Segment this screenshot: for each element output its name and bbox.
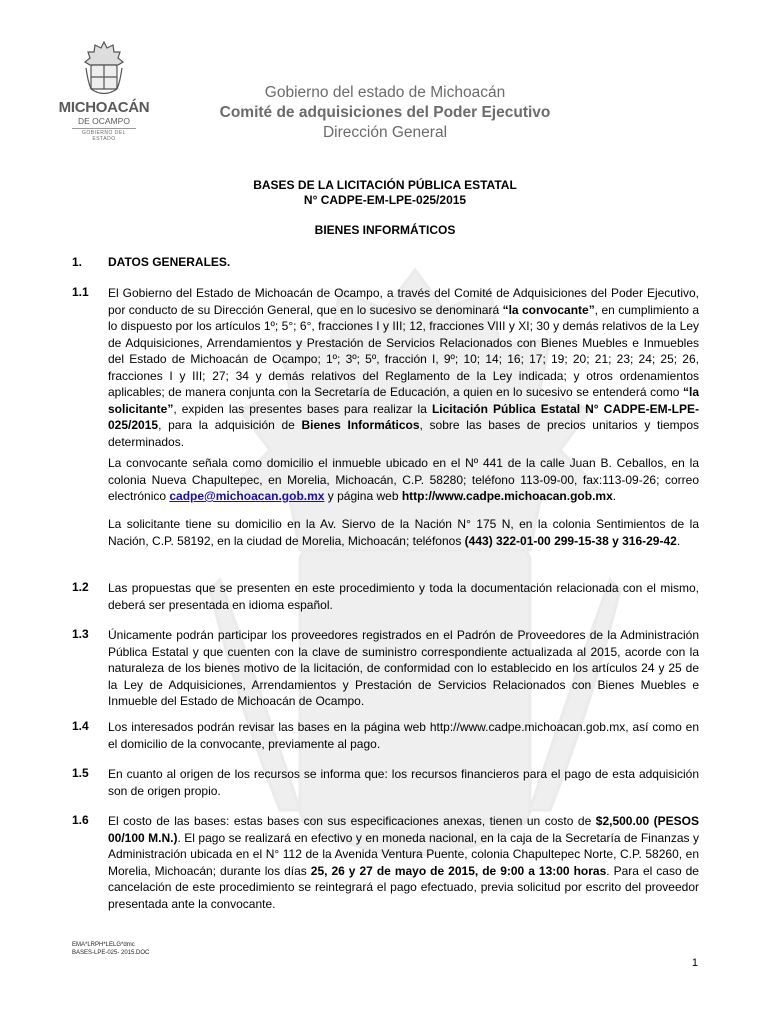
clause-number-1-4: 1.4 bbox=[72, 719, 89, 733]
clause-number-1-5: 1.5 bbox=[72, 766, 89, 780]
clause-number-1-6: 1.6 bbox=[72, 813, 89, 827]
logo-government-text: GOBIERNO DEL ESTADO bbox=[72, 128, 136, 142]
solicitante-address: La solicitante tiene su domicilio en la Av. Siervo de la Nación N° 175 N, en la colonia Sentimientos de la Nación, C.P. 58192, en la ciudad de Morelia, Michoacán; teléfonos (443) 322-01-00 299-15-38 y 316-29-42. bbox=[108, 517, 699, 548]
clause-1-3: Únicamente podrán participar los proveedores registrados en el Padrón de Proveedores de la Administración Pública Estatal y que cuenten con la clave de suministro correspondiente actualizada al 2015, acorde con la naturaleza de los bienes motivo de la licitación, de conformidad con lo establecido en los artículos 24 y 25 de la Ley de Adquisiciones, Arrendamientos y Prestación de Servicios Relacionados con Bienes Muebles e Inmueble del Estado de Michoacán de Ocampo. bbox=[108, 628, 699, 708]
clause-1-1: El Gobierno del Estado de Michoacán de Ocampo, a través del Comité de Adquisiciones del Poder Ejecutivo, por conducto de su Dirección General, que en lo sucesivo se denominará “la convocante”, en cumplimiento a lo dispuesto por los artículos 1º; 5°; 6°, fracciones I y III; 12, fracciones VIII y XI; 30 y demás relativos de la Ley de Adquisiciones, Arrendamientos y Prestación de Servicios Relacionados con Bienes Muebles e Inmuebles del Estado de Michoacán de Ocampo; 1º; 3º; 5º, fracción I, 9º; 10; 14; 16; 17; 19; 20; 21; 23; 24; 25; 26, fracciones I y III; 27; 34 y demás relativos del Reglamento de la Ley indicada; y otros ordenamientos aplicables; de manera conjunta con la Secretaría de Educación, a quien en lo sucesivo se entenderá como “la solicitante”, expiden las presentes bases para realizar la Licitación Pública Estatal N° CADPE-EM-LPE-025/2015, para la adquisición de Bienes Informáticos, sobre las bases de precios unitarios y tiempos determinados. bbox=[108, 286, 700, 449]
convocante-address: La convocante señala como domicilio el inmueble ubicado en el Nº 441 de la calle Juan B. Ceballos, en la colonia Nueva Chapultepec, en Morelia, Michoacán, C.P. 58280; teléfono 113-09-00, fax:113-09-26; correo electrónico cadpe@michoacan.gob.mx y página web http://www.cadpe.michoacan.gob.mx. bbox=[108, 456, 699, 503]
clause-1-5: En cuanto al origen de los recursos se informa que: los recursos financieros para el pago de esta adquisición son de origen propio. bbox=[108, 767, 699, 798]
footer-initials: EMA*LRPH*LELG*dmc bbox=[72, 942, 135, 948]
document-subject: BIENES INFORMÁTICOS bbox=[314, 223, 456, 237]
document-number: N° CADPE-EM-LPE-025/2015 bbox=[303, 193, 467, 207]
clause-number-1-2: 1.2 bbox=[72, 580, 89, 594]
clause-1-6: El costo de las bases: estas bases con sus especificaciones anexas, tienen un costo de $2,500.00 (PESOS 00/100 M.N.). El pago se realizará en efectivo y en moneda nacional, en la caja de la Secretaría de Finanzas y Administración ubicada en el N° 112 de la Avenida Ventura Puente, colonia Chapultepec Norte, C.P. 58260, en Morelia, Michoacán; durante los días 25, 26 y 27 de mayo de 2015, de 9:00 a 13:00 horas. Para el caso de cancelación de este procedimiento se reintegrará el pago efectuado, previa solicitud por escrito del proveedor presentada ante la convocante. bbox=[108, 814, 699, 911]
clause-number-1-3: 1.3 bbox=[72, 627, 89, 641]
logo-sub-text: DE OCAMPO bbox=[78, 116, 130, 126]
section-title: DATOS GENERALES. bbox=[108, 255, 231, 269]
clause-number-1-1: 1.1 bbox=[72, 285, 89, 299]
page-number: 1 bbox=[691, 957, 698, 969]
website-text: http://www.cadpe.michoacan.gob.mx bbox=[401, 489, 613, 503]
email-link[interactable]: cadpe@michoacan.gob.mx bbox=[169, 489, 325, 503]
michoacan-logo bbox=[54, 40, 154, 152]
header-government: Gobierno del estado de Michoacán bbox=[264, 84, 506, 101]
clause-1-4: Los interesados podrán revisar las bases en la página web http://www.cadpe.michoacan.gob.mx, así como en el domicilio de la convocante, previamente al pago. bbox=[108, 720, 699, 751]
header-direction: Dirección General bbox=[322, 124, 448, 141]
header-committee: Comité de adquisiciones del Poder Ejecutivo bbox=[219, 104, 551, 121]
section-number: 1. bbox=[72, 255, 83, 269]
clause-1-2: Las propuestas que se presenten en este procedimiento y toda la documentación relacionada con el mismo, deberá ser presentada en idioma español. bbox=[108, 581, 699, 612]
coat-of-arms-icon bbox=[83, 40, 125, 98]
footer-filename: BASES-LPE-025- 2015.DOC bbox=[72, 950, 150, 956]
document-title: BASES DE LA LICITACIÓN PÚBLICA ESTATAL bbox=[253, 178, 517, 192]
logo-brand-text: MICHOACÁN bbox=[58, 99, 150, 116]
